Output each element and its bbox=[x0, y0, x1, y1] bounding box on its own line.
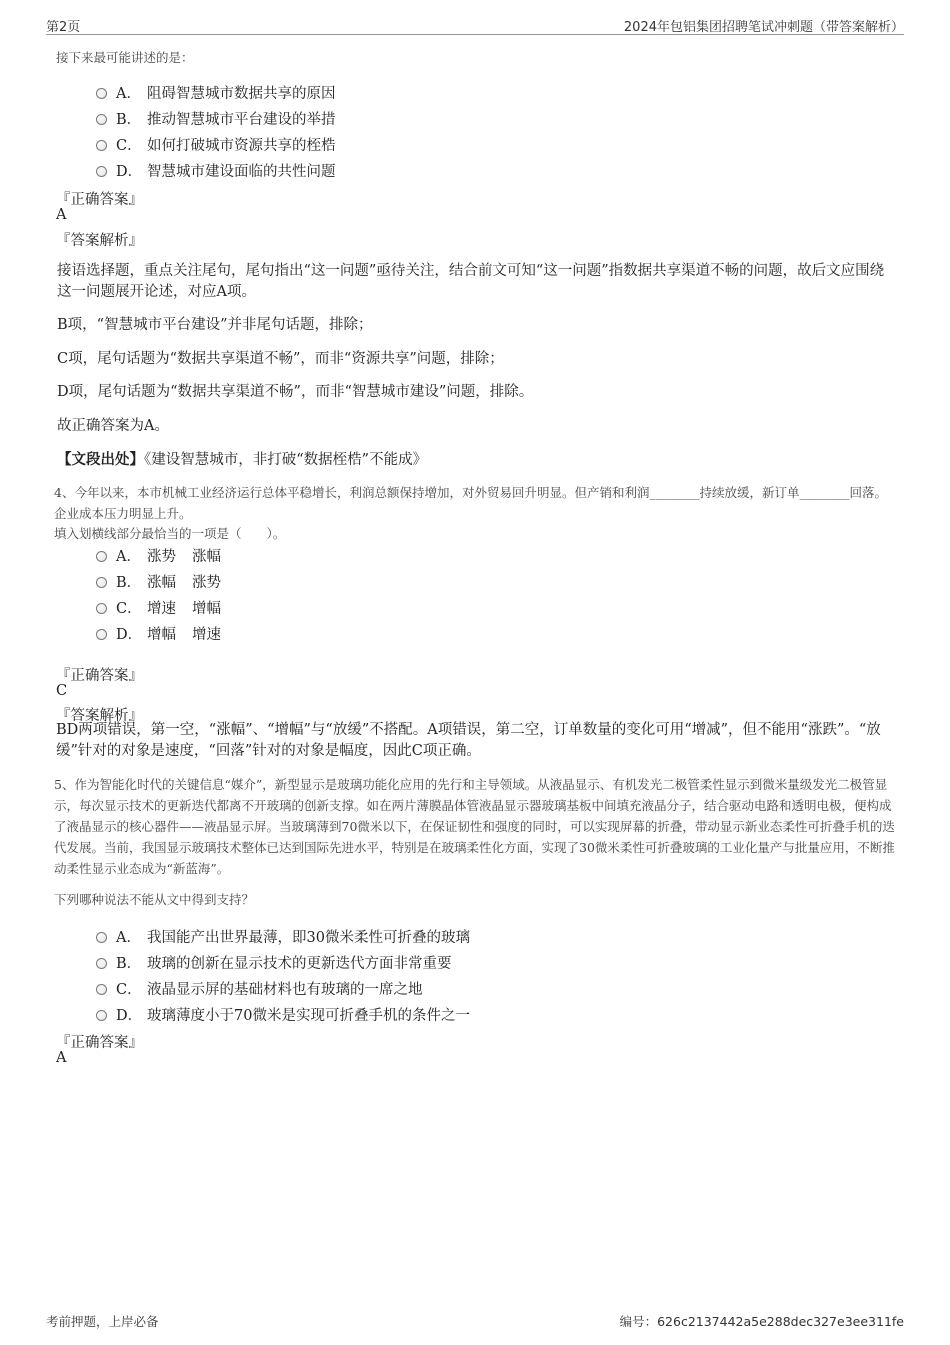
q4-answer: C bbox=[56, 683, 68, 699]
q5-option-d[interactable]: D． 玻璃薄度小于70微米是实现可折叠手机的条件之一 bbox=[96, 1004, 470, 1026]
q5-answer-label: 『正确答案』 bbox=[56, 1035, 143, 1051]
q5-option-b[interactable]: B． 玻璃的创新在显示技术的更新迭代方面非常重要 bbox=[96, 952, 452, 974]
page-header bbox=[46, 14, 904, 35]
q3-analysis-paragraph-1: 接语选择题，重点关注尾句，尾句指出“这一问题”亟待关注，结合前文可知“这一问题”指数据共享渠道不畅的问题，故后文应围绕这一问题展开论述，对应A项。 bbox=[57, 263, 885, 300]
q3-option-b[interactable]: B． 推动智慧城市平台建设的举措 bbox=[96, 108, 336, 130]
q3-stem-tail: 接下来最可能讲述的是： bbox=[56, 50, 194, 65]
q4-analysis: BD两项错误，第一空，“涨幅”、“增幅”与“放缓”不搭配。A项错误，第二空，订单数量的变化可用“增减”，但不能用“涨跌”。“放缓”针对的对象是速度，“回落”针对的对象是幅度，因此C项正确。 bbox=[56, 722, 881, 759]
q5-stem: 5、作为智能化时代的关键信息“媒介”，新型显示是玻璃功能化应用的先行和主导领域。从液晶显示、有机发光二极管柔性显示到微米量级发光二极管显示，每次显示技术的更新迭代都离不开玻璃的创新支撑。如在两片薄膜晶体管液晶显示器玻璃基板中间填充液晶分子，结合驱动电路和透明电极，便构成了液晶显示的核心器件——液晶显示屏。当玻璃薄到70微米以下，在保证韧性和强度的同时，可以实现屏幕的折叠，带动显示新业态柔性可折叠手机的迭代发展。当前，我国显示玻璃技术整体已达到国际先进水平，特别是在玻璃柔性化方面，实现了30微米柔性可折叠玻璃的工业化量产与批量应用，不断推动柔性显示业态成为“新蓝海”。 bbox=[54, 777, 895, 876]
radio-icon[interactable] bbox=[96, 932, 107, 943]
q5-option-c[interactable]: C． 液晶显示屏的基础材料也有玻璃的一席之地 bbox=[96, 978, 423, 1000]
q3-answer: A bbox=[56, 207, 67, 223]
q3-analysis-paragraph-2: B项，“智慧城市平台建设”并非尾句话题，排除； bbox=[57, 317, 373, 333]
document-title: 2024年包铝集团招聘笔试冲刺题（带答案解析） bbox=[623, 20, 904, 35]
q3-option-c[interactable]: C． 如何打破城市资源共享的桎梏 bbox=[96, 134, 336, 156]
q4-option-d[interactable]: D． 增幅 增速 bbox=[96, 623, 221, 645]
q3-analysis-paragraph-3: C项，尾句话题为“数据共享渠道不畅”，而非“资源共享”问题，排除； bbox=[57, 351, 504, 367]
page-footer bbox=[46, 1312, 904, 1332]
q3-analysis-paragraph-4: D项，尾句话题为“数据共享渠道不畅”，而非“智慧城市建设”问题，排除。 bbox=[57, 384, 534, 400]
radio-icon[interactable] bbox=[96, 958, 107, 969]
radio-icon[interactable] bbox=[96, 166, 107, 177]
q4-option-a[interactable]: A． 涨势 涨幅 bbox=[96, 545, 221, 567]
q4-option-b[interactable]: B． 涨幅 涨势 bbox=[96, 571, 221, 593]
q3-option-a[interactable]: A． 阻碍智慧城市数据共享的原因 bbox=[96, 82, 336, 104]
q4-answer-label: 『正确答案』 bbox=[56, 668, 143, 684]
q4-analysis-label: 『答案解析』 bbox=[56, 708, 143, 724]
q5-option-a[interactable]: A． 我国能产出世界最薄，即30微米柔性可折叠的玻璃 bbox=[96, 926, 470, 948]
q3-analysis-paragraph-5: 故正确答案为A。 bbox=[57, 418, 169, 434]
q3-option-d[interactable]: D． 智慧城市建设面临的共性问题 bbox=[96, 160, 336, 182]
radio-icon[interactable] bbox=[96, 114, 107, 125]
page-number: 第2页 bbox=[46, 20, 81, 35]
q4-option-c[interactable]: C． 增速 增幅 bbox=[96, 597, 221, 619]
q3-answer-label: 『正确答案』 bbox=[56, 192, 143, 208]
q4-prompt: 填入划横线部分最恰当的一项是（ ）。 bbox=[54, 526, 286, 541]
radio-icon[interactable] bbox=[96, 603, 107, 614]
q4-stem: 4、今年以来，本市机械工业经济运行总体平稳增长，利润总额保持增加，对外贸易回升明显。但产销和利润________持续放缓，新订单________回落。企业成本压力明显上升。 bbox=[54, 485, 887, 521]
radio-icon[interactable] bbox=[96, 629, 107, 640]
q3-source bbox=[57, 448, 427, 469]
radio-icon[interactable] bbox=[96, 88, 107, 99]
q3-source-title: 《建设智慧城市，非打破“数据桎梏”不能成》 bbox=[144, 452, 428, 468]
q5-answer: A bbox=[56, 1050, 67, 1066]
footer-slogan: 考前押题，上岸必备 bbox=[46, 1314, 159, 1329]
q3-analysis-label: 『答案解析』 bbox=[56, 233, 143, 249]
radio-icon[interactable] bbox=[96, 1010, 107, 1021]
radio-icon[interactable] bbox=[96, 984, 107, 995]
radio-icon[interactable] bbox=[96, 551, 107, 562]
q3-source-label: 【文段出处】 bbox=[57, 451, 144, 468]
radio-icon[interactable] bbox=[96, 577, 107, 588]
q5-prompt: 下列哪种说法不能从文中得到支持？ bbox=[54, 892, 255, 907]
radio-icon[interactable] bbox=[96, 140, 107, 151]
document-code: 编号：626c2137442a5e288dec327e3ee311fe bbox=[619, 1314, 904, 1329]
